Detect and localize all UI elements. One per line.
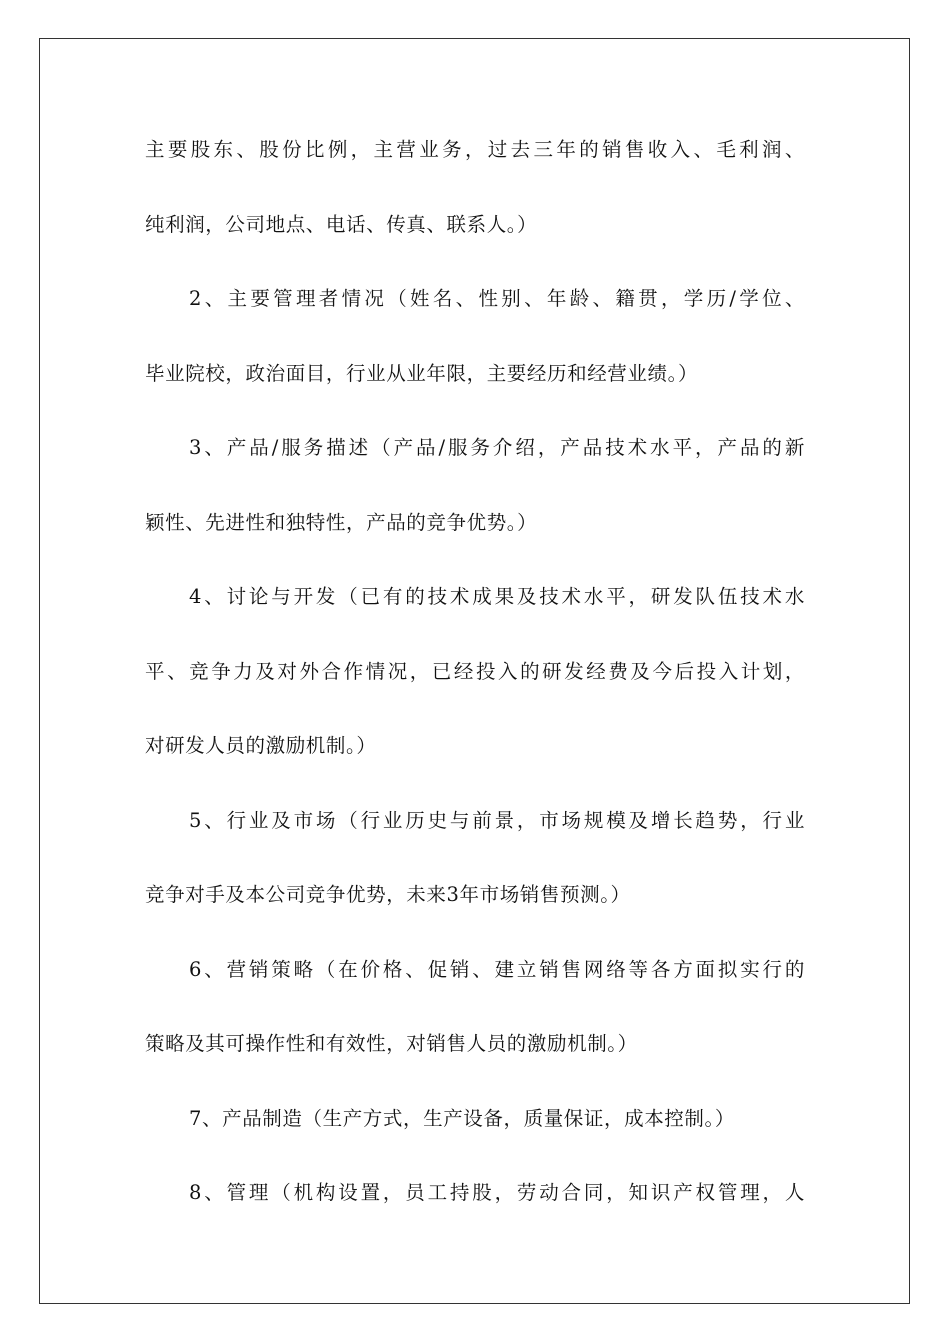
text-line: 主要股东、股份比例，主营业务，过去三年的销售收入、毛利润、 xyxy=(145,138,805,161)
text-line: 颖性、先进性和独特性，产品的竞争优势。） xyxy=(145,510,538,534)
text-line: 平、竞争力及对外合作情况，已经投入的研发经费及今后投入计划， xyxy=(145,659,805,683)
text-line: 5、行业及市场（行业历史与前景，市场规模及增长趋势，行业 xyxy=(189,808,805,832)
document-body xyxy=(145,128,805,1246)
text-line: 纯利润，公司地点、电话、传真、联系人。） xyxy=(145,212,538,236)
text-line: 3、产品/服务描述（产品/服务介绍，产品技术水平，产品的新 xyxy=(189,436,805,459)
text-line: 对研发人员的激励机制。） xyxy=(145,734,377,757)
text-line: 7、产品制造（生产方式，生产设备，质量保证，成本控制。） xyxy=(189,1106,735,1130)
text-line: 毕业院校，政治面目，行业从业年限，主要经历和经营业绩。） xyxy=(145,361,699,385)
text-line: 4、讨论与开发（已有的技术成果及技术水平，研发队伍技术水 xyxy=(189,585,805,608)
text-line: 竞争对手及本公司竞争优势，未来3年市场销售预测。） xyxy=(145,883,631,906)
text-line: 6、营销策略（在价格、促销、建立销售网络等各方面拟实行的 xyxy=(189,957,805,981)
text-line: 策略及其可操作性和有效性，对销售人员的激励机制。） xyxy=(145,1032,638,1055)
text-line: 2、主要管理者情况（姓名、性别、年龄、籍贯，学历/学位、 xyxy=(189,287,805,310)
text-line: 8、管理（机构设置，员工持股，劳动合同，知识产权管理，人 xyxy=(189,1181,805,1204)
